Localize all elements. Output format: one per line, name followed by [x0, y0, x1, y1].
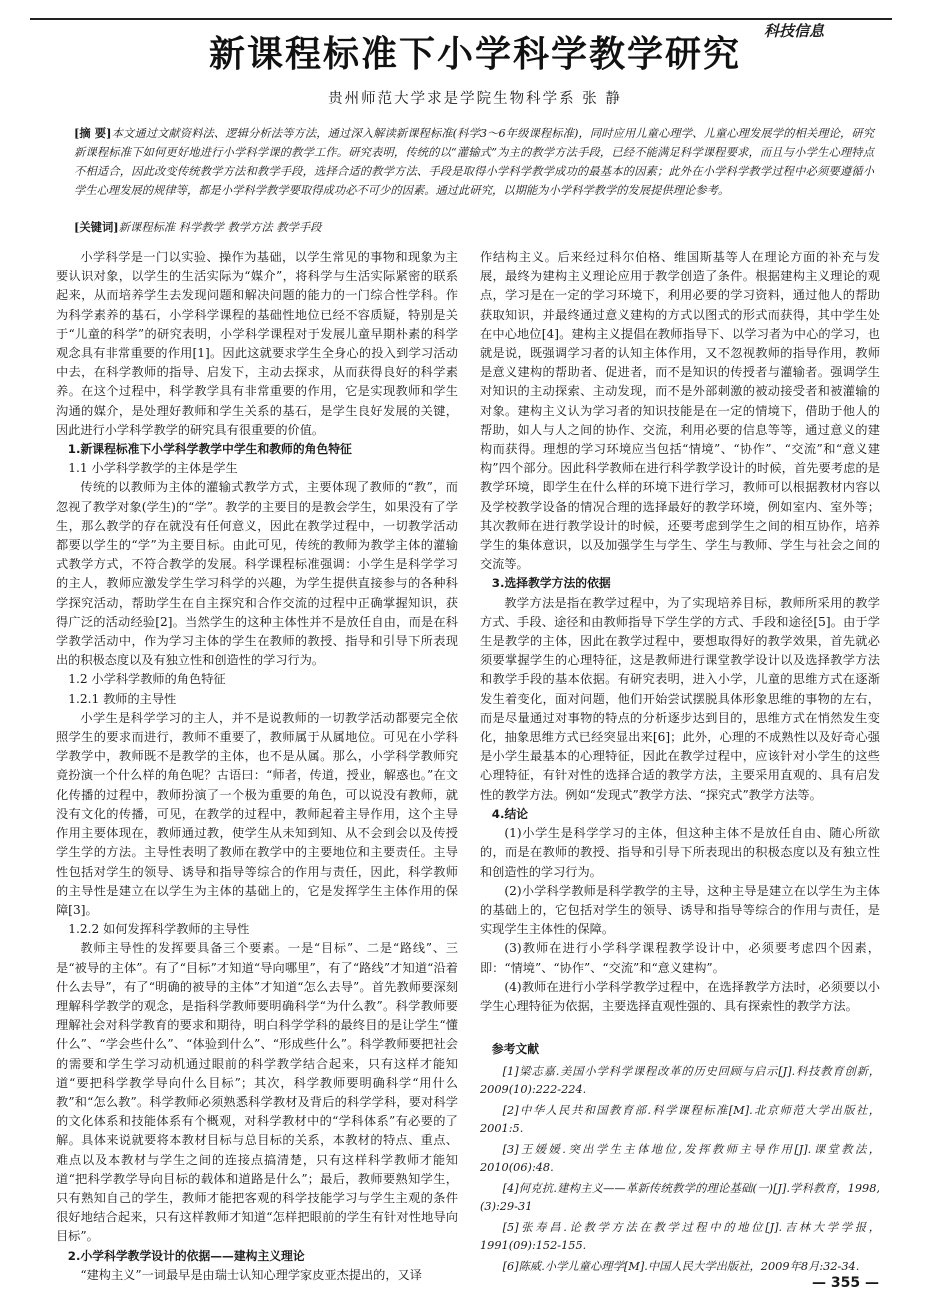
abstract-text: 本文通过文献资料法、逻辑分析法等方法，通过深入解读新课程标准(科学3～6年级课程标准)，同时应用儿童心理学、儿童心理发展学的相关理论，研究新课程标准下如何更好地进行小学科学课的教学工作。研究表明，传统的以“灌输式”为主的教学方法手段，已经不能满足科学课程要求，而且与小学生心理特点不相适合，因此改变传统教学方法和教学手段，选择合适的教学方法、手段是取得小学科学教学成功的最基本的因素；此外在小学科学教学过程中必须要遵循小学生心理发展的规律等，都是小学科学教学要取得成功必不可少的因素。通过此研究，以期能为小学科学教学的发展提供理论参考。 — [74, 127, 875, 197]
header-rule — [30, 18, 892, 40]
reference-item: [6]陈威.小学儿童心理学[M].中国人民大学出版社，2009年8月:32-34. — [502, 1260, 860, 1274]
paragraph: 小学生是科学学习的主人，并不是说教师的一切教学活动都要完全依照学生的要求而进行，教师不重要了，教师属于从属地位。可见在小学科学教学中，教师既不是教学的主体，也不是从属。那么，小学科学教师究竟扮演一个什么样的角色呢？古语曰：“师者，传道，授业，解惑也。”在文化传播的过程中，教师扮演了一个极为重要的角色，可以说没有教师，就没有文化的传播，可见，在教学的过程中，教师起着主导作用，这个主导作用主要体现在，教师通过教，使学生从未知到知、从不会到会以及传授学生学的方法。主导性表明了教师在教学中的主要地位和主要责任。主导性包括对学生的领导、诱导和指导等综合的作用与责任，因此，科学教师的主导性是建立在以学生为主体的基础上的，它是发挥学生主体作用的保障[3]。 — [56, 710, 458, 917]
references-list — [480, 1063, 880, 1276]
paragraph: 教学方法是指在教学过程中，为了实现培养目标，教师所采用的教学方式、手段、途径和由教师指导下学生学的方式、手段和途径[5]。由于学生是教学的主体，因此在教学过程中，要想取得好的教学效果，首先就必须要掌握学生的心理特征，这是教师进行课堂教学设计以及选择教学方法和教学手段的基本依据。有研究表明，进入小学，儿童的思维方式在逐渐发生着变化，面对问题，他们开始尝试摆脱具体形象思维的事物的左右，而是尽量通过对事物的特点的分析逐步达到目的，思维方式在悄然发生变化，抽象思维方式已经突显出来[6]；此外，心理的不成熟性以及好奇心强是小学生最基本的心理特征，因此在教学过程中，应该针对小学生的这些心理特征，有针对性的选择合适的教学方法，主要采用直观的、具有启发性的教学方法。例如“发现式”教学方法、“探究式”教学方法等。 — [480, 595, 880, 802]
paragraph: 作结构主义。后来经过科尔伯格、维国斯基等人在理论方面的补充与发展，最终为建构主义理论应用于教学创造了条件。根据建构主义理论的观点，学习是在一定的学习环境下，利用必要的学习资料，通过他人的帮助获取知识，并最终通过意义建构的方式以图式的形式而获得，其中学生处在中心地位[4]。建构主义提倡在教师指导下、以学习者为中心的学习，也就是说，既强调学习者的认知主体作用，又不忽视教师的指导作用，教师是意义建构的帮助者、促进者，而不是知识的传授者与灌输者。强调学生对知识的主动探索、主动发现，而不是外部刺激的被动接受者和被灌输的对象。建构主义认为学习者的知识技能是在一定的情境下，借助于他人的帮助，如人与人之间的协作、交流，利用必要的信息等等，通过意义的建构而获得。理想的学习环境应当包括“情境”、“协作”、“交流”和“意义建构”四个部分。因此科学教师在进行科学教学设计的时候，首先要考虑的是教学环境，即学生在什么样的环境下进行学习，教师可以根据教材内容以及学校教学设备的情况合理的选择最好的教学环境，例如室内、室外等；其次教师在进行教学设计的时候，还要考虑到学生之间的相互协作，培养学生的集体意识，以及加强学生与学生、学生与教师、学生与社会之间的交流等。 — [480, 250, 880, 572]
page-number: — 355 — — [812, 1275, 879, 1291]
right-column — [480, 248, 880, 1274]
subsection-heading: 1.2.1 教师的主导性 — [68, 691, 177, 706]
paragraph: 小学科学是一门以实验、操作为基础，以学生常见的事物和现象为主要认识对象，以学生的生活实际为“媒介”，将科学与生活实际紧密的联系起来，从而培养学生去发现问题和解决问题的能力的一门综合性学科。作为科学素养的基石，小学科学课程的基础性地位已经不容质疑，特别是关于“儿童的科学”的研究表明，小学科学课程对于发展儿童早期朴素的科学观念具有非常重要的作用[1]。因此这就要求学生全身心的投入到学习活动中去，在科学教师的指导、启发下，主动去探求，从而获得良好的科学素养。在这个过程中，科学教学具有非常重要的作用，它是实现教师和学生沟通的媒介，是处理好教师和学生关系的基石，是学生良好发展的关键，因此进行小学科学教学的研究具有很重要的价值。 — [56, 250, 458, 437]
section-heading: 3.选择教学方法的依据 — [491, 576, 611, 591]
section-tag: 科技信息 — [754, 20, 834, 41]
subsection-heading: 1.1 小学科学教学的主体是学生 — [68, 461, 238, 476]
paragraph: “建构主义”一词最早是由瑞士认知心理学家皮亚杰提出的，又译 — [80, 1267, 422, 1282]
paragraph: 教师主导性的发挥要具备三个要素。一是“目标”、二是“路线”、三是“被导的主体”。有了“目标”才知道“导向哪里”，有了“路线”才知道“沿着什么去导”，有了“明确的被导的主体”才知道“怎么去导”。首先教师要深刻理解科学教学的观念，是指科学教师要明确科学“为什么教”。科学教师要理解社会对科学教育的要求和期待，明白科学学科的最终目的是让学生“懂什么”、“学会些什么”、“体验到什么”、“形成些什么”。科学教师要把社会的需要和学生学习动机通过眼前的科学教学结合起来，只有这样才能知道“要把科学教学导向什么目标”；其次，科学教师要明确科学“用什么教”和“怎么教”。科学教师必须熟悉科学教材及背后的科学学科，要对科学的文化体系和技能体系有个概观，对科学教材中的“学科体系”有必要的了解。具体来说就要将本教材目标与总目标的关系，本教材的特点、重点、难点以及本教材与学生之间的连接点搞清楚，只有这样科学教师才能知道“把科学教学导向目标的载体和道路是什么”；最后，教师要熟知学生，只有熟知自己的学生，教师才能把客观的科学技能学习与学生主观的条件很好地结合起来，只有这样教师才知道“怎样把眼前的学生有针对性地导向目标”。 — [56, 941, 458, 1244]
paragraph: 传统的以教师为主体的灌输式教学方式，主要体现了教师的“教”，而忽视了教学对象(学生)的“学”。教学的主要目的是教会学生，如果没有了学生，那么教学的存在就没有任何意义，因此在教学过程中，一切教学活动都要以学生的“学”为主要目标。由此可见，传统的教师为教学主体的灌输式教学方式，不符合教学的发展。科学课程标准强调：小学生是科学学习的主人，教师应激发学生学习科学的兴趣，为学生提供直接参与的各种科学探究活动，帮助学生在自主探究和合作交流的过程中正确掌握知识，获得广泛的活动经验[2]。当然学生的这种主体性并不是放任自由，而是在科学教学活动中，作为学习主体的学生在教师的教授、指导和引导下所表现出的积极态度以及有独立性和创造性的学习行为。 — [56, 480, 458, 668]
author-line: 贵州师范大学求是学院生物科学系 张 静 — [328, 91, 622, 107]
paragraph: (4)教师在进行小学科学教学过程中，在选择教学方法时，必须要以小学生心理特征为依据，主要选择直观性强的、具有探索性的教学方法。 — [480, 979, 880, 1013]
section-heading: 2.小学科学教学设计的依据——建构主义理论 — [67, 1248, 305, 1263]
left-column — [56, 248, 458, 1282]
article-title: 新课程标准下小学科学教学研究 — [208, 34, 741, 75]
abstract — [74, 124, 874, 200]
reference-item: [2]中华人民共和国教育部.科学课程标准[M].北京师范大学出版社，2001:5. — [480, 1104, 880, 1136]
abstract-label: [摘 要] — [74, 126, 112, 140]
paragraph: (1)小学生是科学学习的主体，但这种主体不是放任自由、随心所欲的，而是在教师的教授、指导和引导下所表现出的积极态度以及有独立性和创造性的学习行为。 — [480, 826, 880, 879]
reference-item: [1]梁志嘉.美国小学科学课程改革的历史回顾与启示[J].科技教育创新，2009(10):222-224. — [480, 1065, 880, 1097]
subsection-heading: 1.2 小学科学教师的角色特征 — [68, 672, 226, 687]
reference-item: [5]张寿昌.论教学方法在教学过程中的地位[J].吉林大学学报，1991(09):152-155. — [480, 1221, 880, 1253]
keywords-label: [关键词] — [74, 220, 119, 234]
subsection-heading: 1.2.2 如何发挥科学教师的主导性 — [68, 922, 250, 937]
reference-item: [4]何克抗.建构主义——革新传统教学的理论基础(一)[J].学科教育，1998,(3):29-31 — [480, 1182, 880, 1214]
section-heading: 1.新课程标准下小学科学教学中学生和教师的角色特征 — [67, 442, 352, 457]
keywords — [74, 219, 874, 235]
paragraph: (2)小学科学教师是科学教学的主导，这种主导是建立在以学生为主体的基础上的，它包括对学生的领导、诱导和指导等综合的作用与责任，是实现学生主体性的保障。 — [480, 883, 880, 937]
keywords-text: 新课程标准 科学教学 教学方法 教学手段 — [118, 221, 322, 234]
reference-item: [3]王媛媛.突出学生主体地位,发挥教师主导作用[J].课堂教法，2010(06):48. — [480, 1143, 880, 1175]
references-title: 参考文献 — [491, 1042, 539, 1057]
section-heading: 4.结论 — [491, 806, 529, 821]
paragraph: (3)教师在进行小学科学课程教学设计中，必须要考虑四个因素，即：“情境”、“协作”、“交流”和“意义建构”。 — [480, 941, 880, 975]
